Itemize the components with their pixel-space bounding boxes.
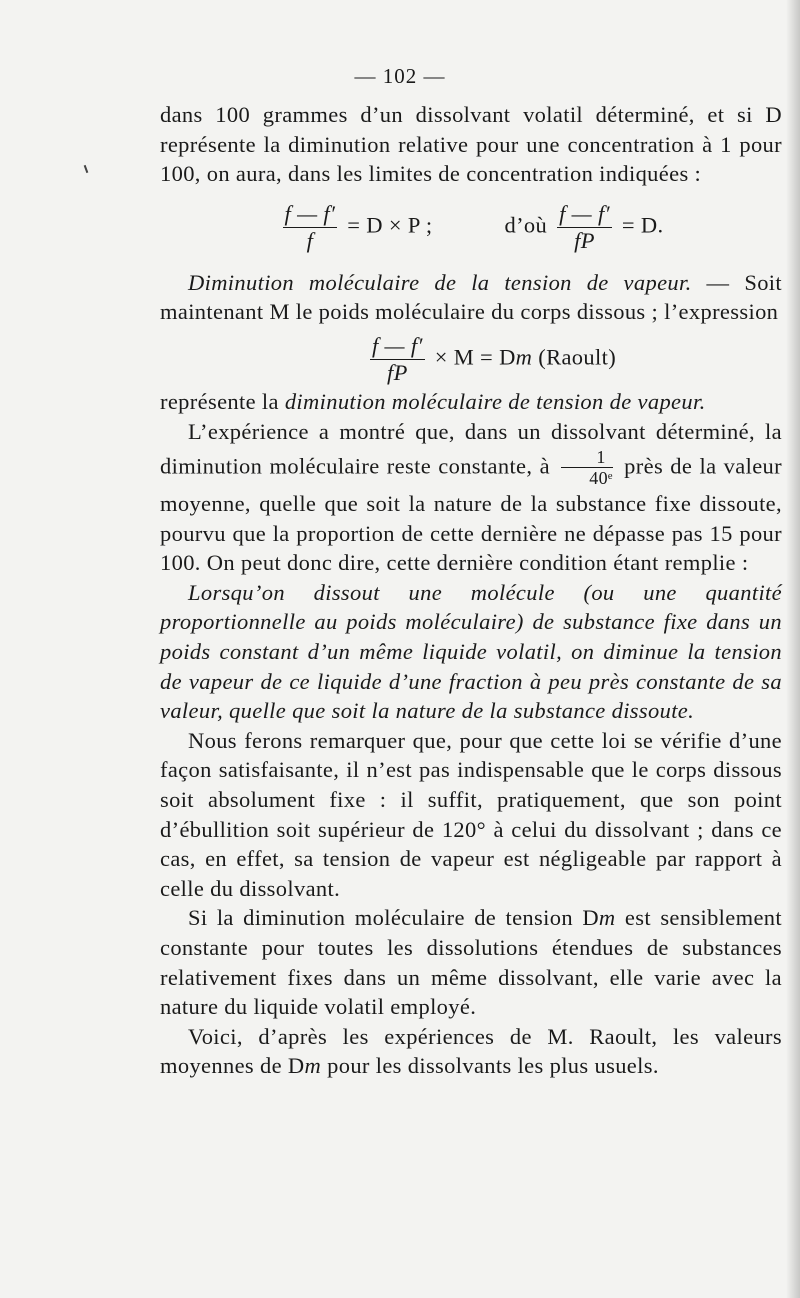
law-statement: Lorsqu’on dissout une molécule (ou une quantité proportionnelle au poids moléculaire) de substance fixe dans un poids constant d’un même liquide volatil, on diminue la tension de vapeur de ce liquide d’une fraction à peu près constante de sa valeur, quelle que soit la nature de la substance dissoute. [160, 579, 782, 724]
fraction-3-numerator: f — f′ [371, 332, 423, 358]
paragraph-3a [160, 387, 782, 417]
formula-3-rhs-m: m [515, 344, 533, 370]
margin-mark [84, 165, 89, 173]
fraction-1 [283, 201, 338, 254]
paragraph-5 [160, 903, 782, 1021]
paragraph-1: dans 100 grammes d’un dissolvant volatil déterminé, et si D représente la diminution relative pour une concentration à 1 pour 100, on aura, dans les limites de concentration indiquées : [160, 102, 782, 187]
formula-relative-diminution [160, 201, 782, 254]
fraction-fortieth-numerator: 1 [561, 447, 613, 469]
body-text [160, 100, 782, 1081]
paragraph-5-text-b: est sensiblement constante pour toutes les dissolutions étendues de substances relativement fixes dans un même dissolvant, elle varie avec la nature du liquide volatil employé. [160, 905, 782, 1020]
page-number: — 102 — [354, 64, 446, 88]
fraction-2-numerator: f — f′ [559, 200, 610, 226]
formula-1-rhs: = D × P ; [347, 212, 433, 238]
fraction-1-numerator: f — f′ [284, 200, 336, 226]
paragraph-6-text-a: Voici, d’après les expériences de M. Raoult, les valeurs moyennes de D [160, 1023, 782, 1079]
paragraph-3-lead: représente la [160, 389, 285, 415]
formula-molecular-diminution [160, 333, 782, 386]
paragraph-3b [160, 417, 782, 578]
paragraph-3-text-2: près de la valeur moyenne, quelle que soit la nature de la substance fixe dissoute, pourvu que la proportion de cette dernière ne dépasse pas 15 pour 100. On peut donc dire, cette dernière condition étant remplie : [160, 453, 783, 576]
paragraph-4: Nous ferons remarquer que, pour que cette loi se vérifie d’une façon satisfaisante, il n’est pas indispensable que le corps dissous soit absolument fixe : il suffit, pratiquement, que son point d’ébullition soit supérieur de 120° à celui du dissolvant ; dans ce cas, en effet, sa tension de vapeur est négligeable par rapport à celle du dissolvant. [160, 727, 782, 901]
fraction-3 [370, 333, 425, 386]
defined-term: diminution moléculaire de tension de vapeur. [284, 389, 706, 415]
fraction-1-denominator: f [306, 227, 314, 253]
paragraph-5-m: m [598, 905, 616, 931]
section-heading: Diminution moléculaire de la tension de vapeur. [188, 269, 692, 295]
fraction-2-denominator: fP [574, 227, 595, 253]
formula-2-rhs: = D. [621, 212, 664, 238]
fraction-3-denominator: fP [386, 359, 408, 385]
fraction-fortieth [561, 447, 613, 489]
paragraph-2 [160, 268, 782, 327]
page-edge-shadow [786, 0, 800, 1298]
paragraph-2-text: — Soit maintenant M le poids moléculaire du corps dissous ; l’expression [160, 269, 782, 325]
paragraph-5-text-a: Si la diminution moléculaire de tension D [188, 905, 599, 931]
paragraph-6 [160, 1022, 782, 1081]
paragraph-3-text: L’expérience a montré que, dans un dissolvant déterminé, la diminution moléculaire reste constante, à [160, 419, 782, 478]
formula-3-rhs: × M = D [434, 344, 516, 370]
paragraph-6-m: m [304, 1053, 322, 1079]
formula-attribution: (Raoult) [538, 344, 617, 370]
fraction-fortieth-denominator: 40ᵉ [589, 468, 613, 489]
formula-connector: d’où [504, 212, 548, 238]
paragraph-6-text-b: pour les dissolvants les plus usuels. [321, 1053, 659, 1079]
fraction-2 [557, 201, 612, 254]
